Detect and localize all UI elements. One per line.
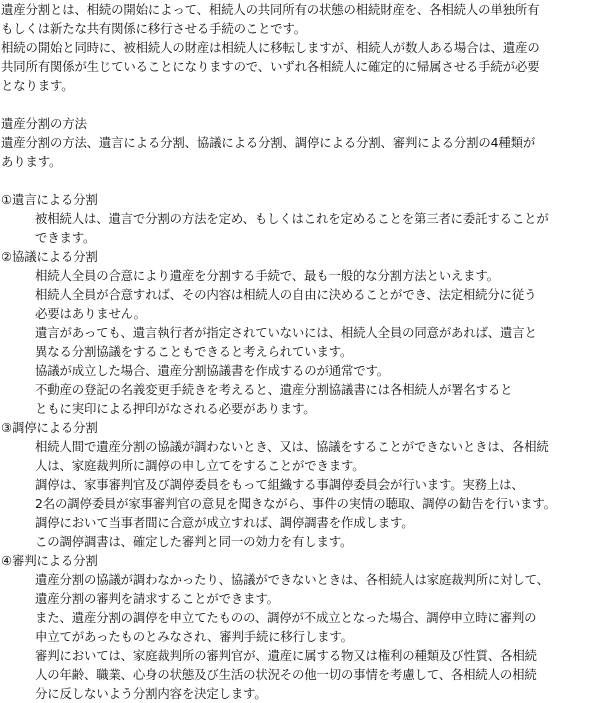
section-line: 2名の調停委員が家事審判官の意見を聞きながら、事件の実情の聴取、調停の勧告を行います。 [35, 496, 556, 511]
methods-heading: 遺産分割の方法 [1, 116, 87, 131]
spacer [1, 171, 601, 190]
methods-summary-line: あります。 [1, 154, 62, 169]
section-line: ともに実印による押印がなされる必要があります。 [35, 401, 316, 416]
intro-line: 共同所有関係が生じていることになりますので、いずれ各相続人に確定的に帰属させる手続が必要 [1, 59, 540, 74]
intro-line: もしくは新たな共有関係に移行させる手続のことです。 [1, 21, 307, 36]
methods-block [1, 114, 601, 171]
section-title: ③調停による分割 [1, 420, 98, 435]
section-line: 相続人間で遺産分割の協議が調わないとき、又は、協議をすることができないときは、各相続 [35, 439, 549, 454]
section-agreement [1, 247, 601, 418]
intro-paragraph [1, 0, 601, 95]
section-adjudication [1, 551, 601, 703]
section-line: 異なる分割協議をすることもできると考えられています。 [35, 344, 353, 359]
section-line: 相続人全員の合意により遺産を分割する手続で、最も一般的な分割方法といえます。 [35, 268, 499, 283]
intro-line: 遺産分割とは、相続の開始によって、相続人の共同所有の状態の相続財産を、各相続人の単独所有 [1, 2, 540, 17]
section-line: 協議が成立した場合、遺産分割協議書を作成するのが通常です。 [35, 363, 389, 378]
section-line: 被相続人は、遺言で分割の方法を定め、もしくはこれを定めることを第三者に委託することが [35, 211, 549, 226]
section-title: ④審判による分割 [1, 553, 98, 568]
section-line: 相続人全員が合意すれば、その内容は相続人の自由に決めることができ、法定相続分に従う [35, 287, 537, 302]
section-line: 遺言があっても、遺言執行者が指定されていないには、相続人全員の同意があれば、遺言と [35, 325, 537, 340]
spacer [1, 95, 601, 114]
intro-line: となります。 [1, 78, 74, 93]
section-line: また、遺産分割の調停を申立てたものの、調停が不成立となった場合、調停申立時に審判の [35, 610, 537, 625]
section-line: 調停において当事者間に合意が成立すれば、調停調書を作成します。 [35, 515, 414, 530]
section-will [1, 190, 601, 247]
section-line: 調停は、家事審判官及び調停委員をもって組織する事調停委員会が行います。実務上は、 [35, 477, 524, 492]
intro-line: 相続の開始と同時に、被相続人の財産は相続人に移転しますが、相続人が数人ある場合は、遺産の [1, 40, 540, 55]
section-line: 審判においては、家庭裁判所の審判官が、遺産に属する物又は権利の種類及び性質、各相続 [35, 648, 537, 663]
section-line: 不動産の登記の名義変更手続きを考えると、遺産分割協議書には各相続人が署名すると [35, 382, 513, 397]
methods-summary-line: 遺産分割の方法、遺言による分割、協議による分割、調停による分割、審判による分割の4種類が [1, 135, 536, 150]
section-title: ①遺言による分割 [1, 192, 98, 207]
section-line: 遺産分割の審判を請求することができます。 [35, 591, 279, 606]
section-line: 申立てがあったものとみなされ、審判手続に移行します。 [35, 629, 353, 644]
section-line: 必要はありません。 [35, 306, 146, 321]
section-title: ②協議による分割 [1, 249, 98, 264]
section-line: できます。 [35, 230, 96, 245]
section-line: この調停調書は、確定した審判と同一の効力を有します。 [35, 534, 353, 549]
section-line: 人の年齢、職業、心身の状態及び生活の状況その他一切の事情を考慮して、各相続人の相続 [35, 667, 537, 682]
section-line: 分に反しないよう分割内容を決定します。 [35, 686, 267, 701]
section-line: 遺産分割の協議が調わなかったり、協議ができないときは、各相続人は家庭裁判所に対して、 [35, 572, 549, 587]
section-line: 人は、家庭裁判所に調停の申し立てをすることができます。 [35, 458, 365, 473]
section-mediation [1, 418, 601, 551]
